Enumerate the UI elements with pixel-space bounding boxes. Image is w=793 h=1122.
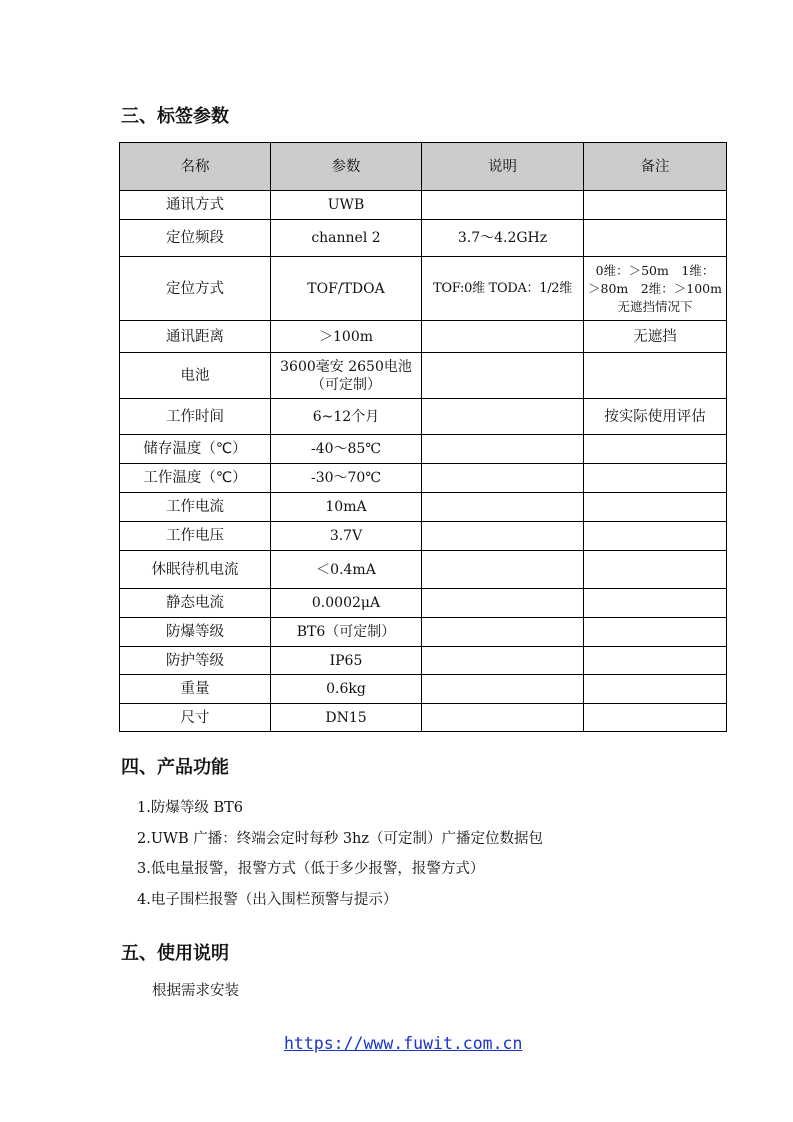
table-row xyxy=(120,522,727,551)
usage-text: 根据需求安装 xyxy=(152,983,239,999)
cell-param xyxy=(271,353,422,399)
cell-name: 工作电压 xyxy=(120,522,271,551)
cell-param: channel 2 xyxy=(271,220,422,257)
cell-param: -30～70℃ xyxy=(271,464,422,493)
feature-item: 4.电子围栏报警（出入围栏预警与提示） xyxy=(137,892,398,908)
cell-name: 电池 xyxy=(120,353,271,399)
cell-desc xyxy=(422,522,584,551)
cell-note xyxy=(584,464,727,493)
cell-note xyxy=(584,493,727,522)
header-desc: 说明 xyxy=(422,143,584,191)
cell-name: 休眠待机电流 xyxy=(120,551,271,589)
cell-desc xyxy=(422,589,584,618)
cell-name: 防护等级 xyxy=(120,647,271,675)
table-row xyxy=(120,704,727,732)
footer-website-link[interactable]: https://www.fuwit.com.cn xyxy=(284,1034,523,1053)
cell-desc xyxy=(422,493,584,522)
table-row xyxy=(120,353,727,399)
cell-name: 定位方式 xyxy=(120,257,271,321)
header-name: 名称 xyxy=(120,143,271,191)
cell-name: 静态电流 xyxy=(120,589,271,618)
feature-item: 2.UWB 广播：终端会定时每秒 3hz（可定制）广播定位数据包 xyxy=(137,831,544,847)
tag-params-table xyxy=(119,142,727,732)
cell-note xyxy=(584,704,727,732)
cell-note xyxy=(584,647,727,675)
table-row xyxy=(120,551,727,589)
cell-note xyxy=(584,257,727,321)
table-row xyxy=(120,220,727,257)
note-line: ＞80m 2维：＞100m xyxy=(588,280,722,296)
table-row xyxy=(120,257,727,321)
param-line: （可定制） xyxy=(311,376,381,393)
cell-desc xyxy=(422,618,584,647)
table-row xyxy=(120,589,727,618)
cell-param: 6~12个月 xyxy=(271,399,422,435)
cell-name: 工作电流 xyxy=(120,493,271,522)
cell-desc xyxy=(422,464,584,493)
cell-desc xyxy=(422,353,584,399)
cell-desc xyxy=(422,647,584,675)
cell-param: 3.7V xyxy=(271,522,422,551)
cell-note xyxy=(584,589,727,618)
cell-desc xyxy=(422,435,584,464)
cell-name: 重量 xyxy=(120,675,271,704)
cell-desc xyxy=(422,704,584,732)
cell-note xyxy=(584,522,727,551)
section-title-usage: 五、使用说明 xyxy=(121,943,229,964)
cell-desc: 3.7～4.2GHz xyxy=(422,220,584,257)
table-row xyxy=(120,675,727,704)
cell-name: 通讯方式 xyxy=(120,191,271,220)
cell-param: BT6（可定制） xyxy=(271,618,422,647)
cell-note xyxy=(584,220,727,257)
table-row xyxy=(120,647,727,675)
cell-param: TOF/TDOA xyxy=(271,257,422,321)
cell-param: 0.6kg xyxy=(271,675,422,704)
cell-name: 定位频段 xyxy=(120,220,271,257)
cell-desc xyxy=(422,321,584,353)
cell-desc xyxy=(422,551,584,589)
cell-note xyxy=(584,551,727,589)
cell-desc xyxy=(422,675,584,704)
cell-param: 0.0002μA xyxy=(271,589,422,618)
cell-name: 尺寸 xyxy=(120,704,271,732)
table-header-row xyxy=(120,143,727,191)
feature-item: 3.低电量报警，报警方式（低于多少报警，报警方式） xyxy=(137,861,485,877)
table-row xyxy=(120,399,727,435)
cell-note: 按实际使用评估 xyxy=(584,399,727,435)
cell-desc: TOF:0维 TODA：1/2维 xyxy=(422,257,584,321)
cell-note xyxy=(584,191,727,220)
cell-name: 防爆等级 xyxy=(120,618,271,647)
table-row xyxy=(120,321,727,353)
cell-param: IP65 xyxy=(271,647,422,675)
note-line: 0维：＞50m 1维： xyxy=(595,262,715,278)
cell-note xyxy=(584,353,727,399)
cell-param: ＜0.4mA xyxy=(271,551,422,589)
cell-note xyxy=(584,618,727,647)
note-line: 无遮挡情况下 xyxy=(617,298,693,314)
cell-name: 工作时间 xyxy=(120,399,271,435)
table-row xyxy=(120,464,727,493)
cell-note xyxy=(584,435,727,464)
cell-desc xyxy=(422,191,584,220)
header-param: 参数 xyxy=(271,143,422,191)
section-title-product-features: 四、产品功能 xyxy=(121,757,229,778)
section-title-tag-params: 三、标签参数 xyxy=(121,106,229,127)
cell-desc xyxy=(422,399,584,435)
cell-param: 10mA xyxy=(271,493,422,522)
cell-param: ＞100m xyxy=(271,321,422,353)
table-row xyxy=(120,618,727,647)
cell-note xyxy=(584,675,727,704)
cell-name: 储存温度（℃） xyxy=(120,435,271,464)
cell-param: UWB xyxy=(271,191,422,220)
cell-param: DN15 xyxy=(271,704,422,732)
cell-note: 无遮挡 xyxy=(584,321,727,353)
feature-item: 1.防爆等级 BT6 xyxy=(137,800,243,816)
header-note: 备注 xyxy=(584,143,727,191)
table-row xyxy=(120,435,727,464)
cell-name: 通讯距离 xyxy=(120,321,271,353)
table-row xyxy=(120,191,727,220)
cell-param: -40～85℃ xyxy=(271,435,422,464)
param-line: 3600毫安 2650电池 xyxy=(280,358,412,375)
cell-name: 工作温度（℃） xyxy=(120,464,271,493)
table-row xyxy=(120,493,727,522)
